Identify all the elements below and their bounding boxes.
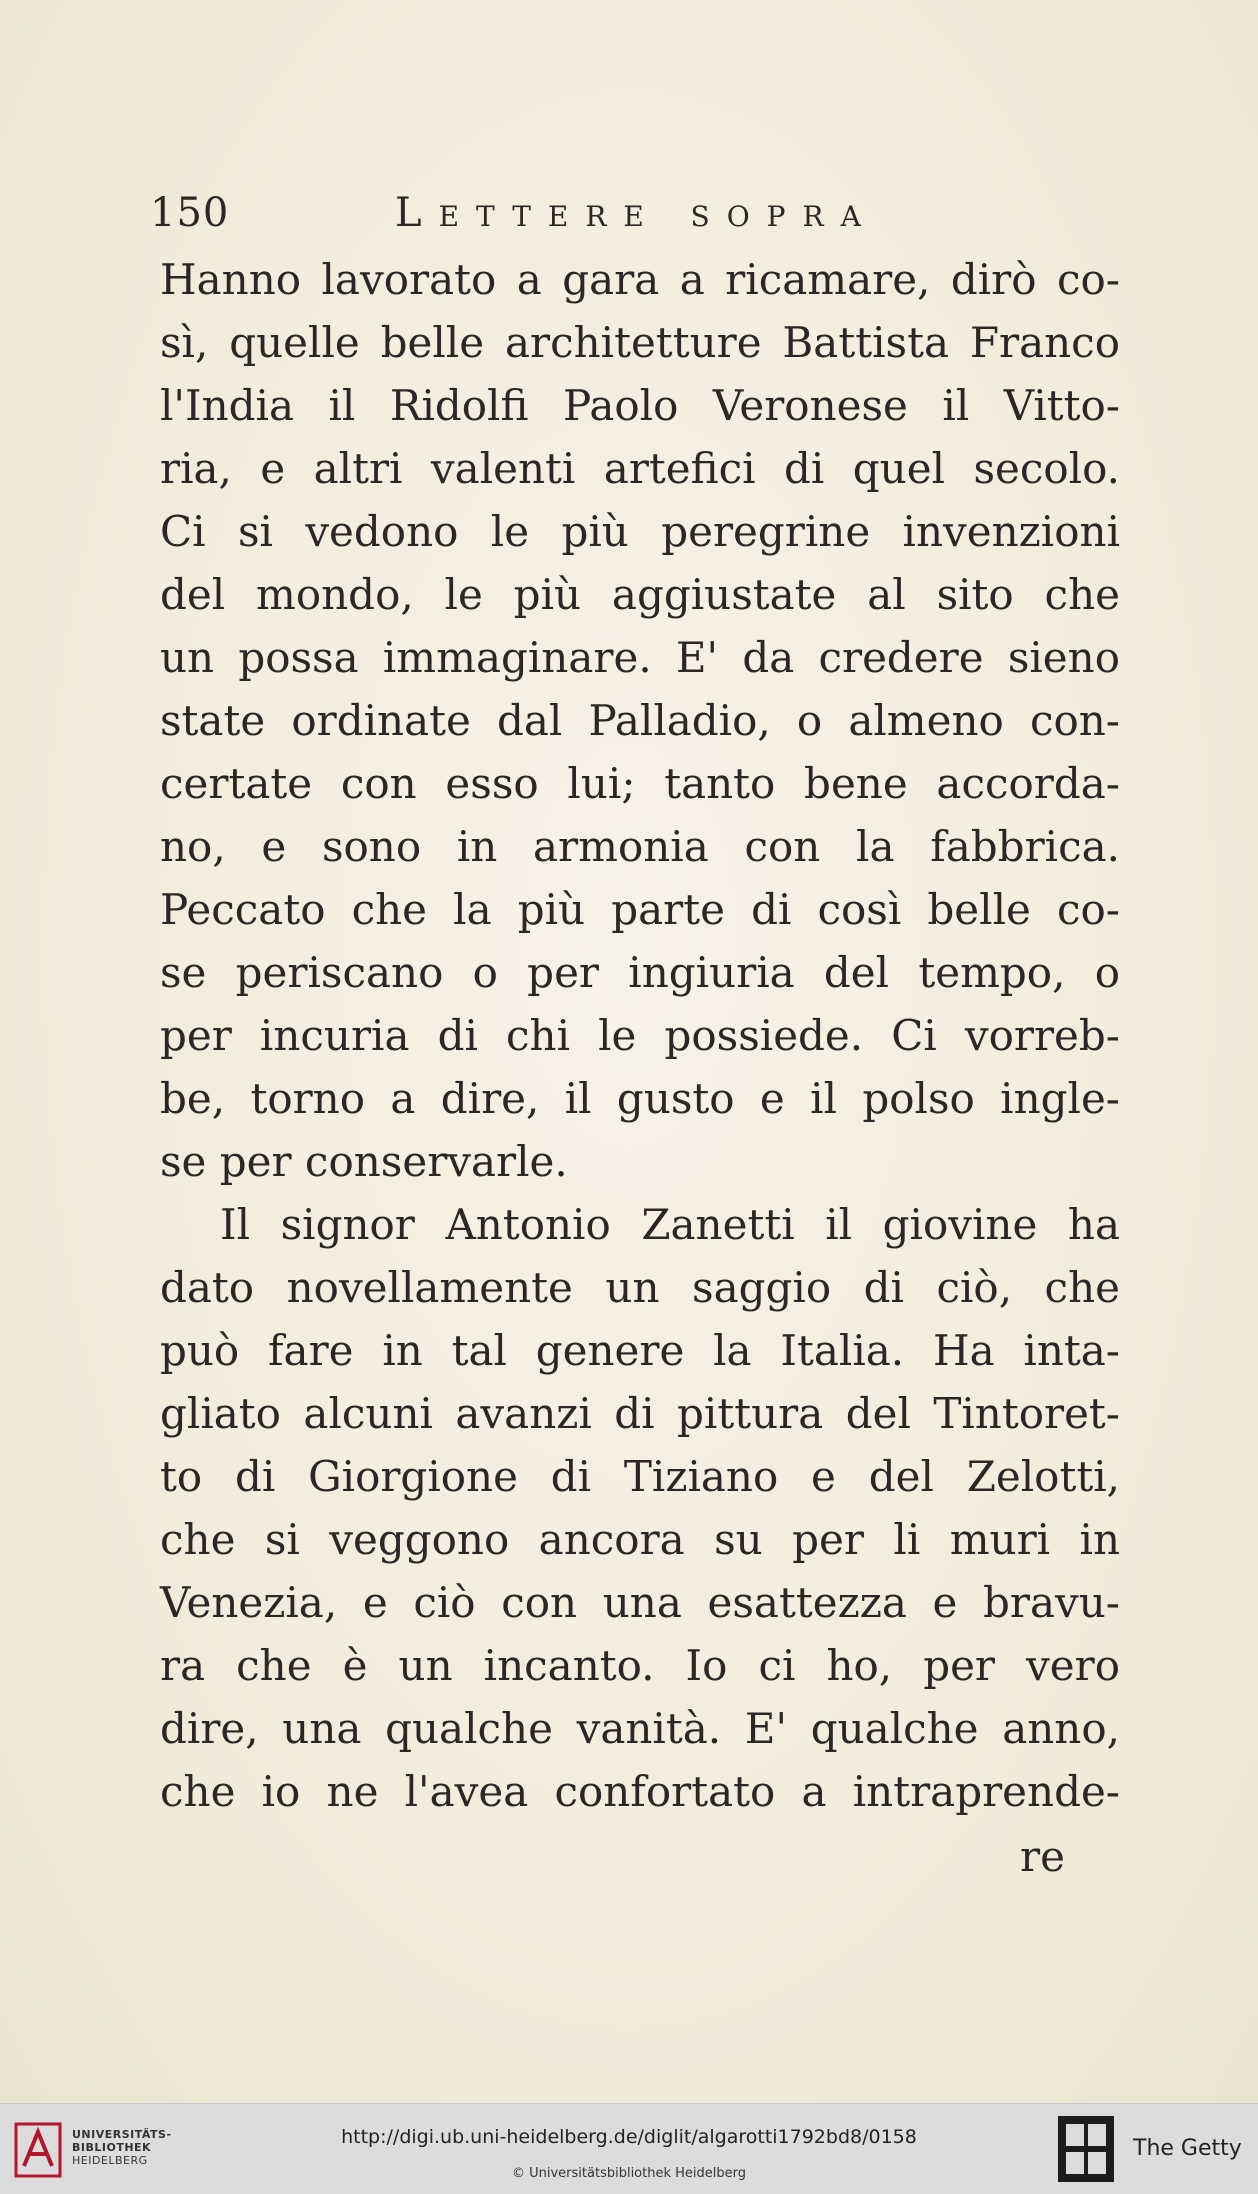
catchword: re bbox=[1020, 1832, 1065, 1881]
text-line: del mondo, le più aggiustate al sito che bbox=[160, 570, 1120, 619]
page-header bbox=[150, 180, 1130, 250]
text-line: Ci si vedono le più peregrine invenzioni bbox=[160, 507, 1120, 556]
text-line: un possa immaginare. E' da credere sieno bbox=[160, 633, 1120, 682]
viewer-footer bbox=[0, 2103, 1258, 2194]
library-line: HEIDELBERG bbox=[72, 2154, 148, 2167]
text-line: Hanno lavorato a gara a ricamare, dirò co- bbox=[160, 255, 1120, 304]
body-text bbox=[160, 248, 1120, 1823]
text-line: be, torno a dire, il gusto e il polso ingle- bbox=[160, 1074, 1120, 1123]
text-line: state ordinate dal Palladio, o almeno con- bbox=[160, 696, 1120, 745]
text-line: ra che è un incanto. Io ci ho, per vero bbox=[160, 1641, 1120, 1690]
text-line: può fare in tal genere la Italia. Ha inta- bbox=[160, 1326, 1120, 1375]
text-line: Peccato che la più parte di così belle co- bbox=[160, 885, 1120, 934]
text-line: ria, e altri valenti artefici di quel secolo. bbox=[160, 444, 1120, 493]
text-line: gliato alcuni avanzi di pittura del Tintoret- bbox=[160, 1389, 1120, 1438]
library-line: UNIVERSITÄTS- bbox=[72, 2128, 172, 2141]
text-line: l'India il Ridolfi Paolo Veronese il Vitto- bbox=[160, 381, 1120, 430]
paragraph-first-line: Il signor Antonio Zanetti il giovine ha bbox=[220, 1200, 1120, 1249]
text-line: dire, una qualche vanità. E' qualche anno, bbox=[160, 1704, 1120, 1753]
text-line: Venezia, e ciò con una esattezza e bravu- bbox=[160, 1578, 1120, 1627]
text-line: to di Giorgione di Tiziano e del Zelotti, bbox=[160, 1452, 1120, 1501]
library-line: BIBLIOTHEK bbox=[72, 2141, 152, 2154]
text-line: che io ne l'avea confortato a intraprende- bbox=[160, 1767, 1120, 1816]
text-line: se periscano o per ingiuria del tempo, o bbox=[160, 948, 1120, 997]
getty-logo-icon[interactable] bbox=[1058, 2116, 1114, 2182]
text-line: per incuria di chi le possiede. Ci vorreb- bbox=[160, 1011, 1120, 1060]
partner-name: The Getty bbox=[1133, 2136, 1242, 2161]
text-line: dato novellamente un saggio di ciò, che bbox=[160, 1263, 1120, 1312]
permalink-url[interactable]: http://digi.ub.uni-heidelberg.de/diglit/algarotti1792bd8/0158 bbox=[341, 2126, 917, 2148]
text-line: che si veggono ancora su per li muri in bbox=[160, 1515, 1120, 1564]
text-line: no, e sono in armonia con la fabbrica. bbox=[160, 822, 1120, 871]
running-title: Lettere sopra bbox=[395, 190, 878, 236]
copyright-notice: © Universitätsbibliothek Heidelberg bbox=[511, 2166, 746, 2181]
page-number: 150 bbox=[150, 190, 230, 236]
text-line: se per conservarle. bbox=[160, 1137, 568, 1186]
text-line: sì, quelle belle architetture Battista Franco bbox=[160, 318, 1120, 367]
text-line: certate con esso lui; tanto bene accorda- bbox=[160, 759, 1120, 808]
